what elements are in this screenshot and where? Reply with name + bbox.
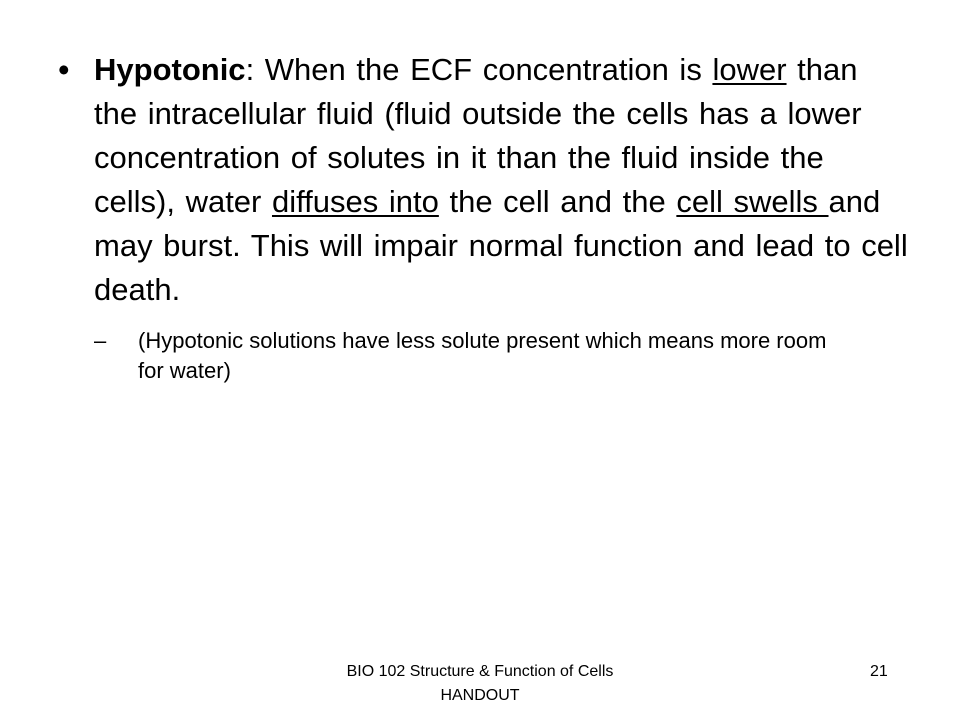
footer-page-number: 21: [870, 663, 888, 680]
term-hypotonic: Hypotonic: [94, 52, 246, 87]
bullet-text-part3: the cell and the: [438, 184, 677, 219]
main-bullet: [58, 48, 908, 312]
bullet-text-part4: and may burst. This will impair normal function and lead to cell death.: [94, 184, 908, 307]
footer-course-title: BIO 102 Structure & Function of Cells HANDOUT: [346, 663, 614, 704]
bullet-marker: •: [58, 51, 70, 88]
bullet-text-part1: : When the ECF concentration is: [245, 52, 713, 87]
underlined-diffuses-into: diffuses into: [271, 184, 439, 219]
sub-bullet-text: (Hypotonic solutions have less solute present which means more room for water): [138, 328, 827, 383]
underlined-lower: lower: [712, 52, 787, 87]
underlined-cell-swells: cell swells: [676, 184, 829, 219]
sub-bullet: [94, 326, 854, 386]
bullet-text-part2: than the intracellular fluid (fluid outside the cells has a lower concentration of solutes in it than the fluid inside the cells), water: [94, 52, 862, 219]
sub-bullet-marker: –: [94, 328, 107, 353]
bullet-text: [94, 48, 908, 312]
